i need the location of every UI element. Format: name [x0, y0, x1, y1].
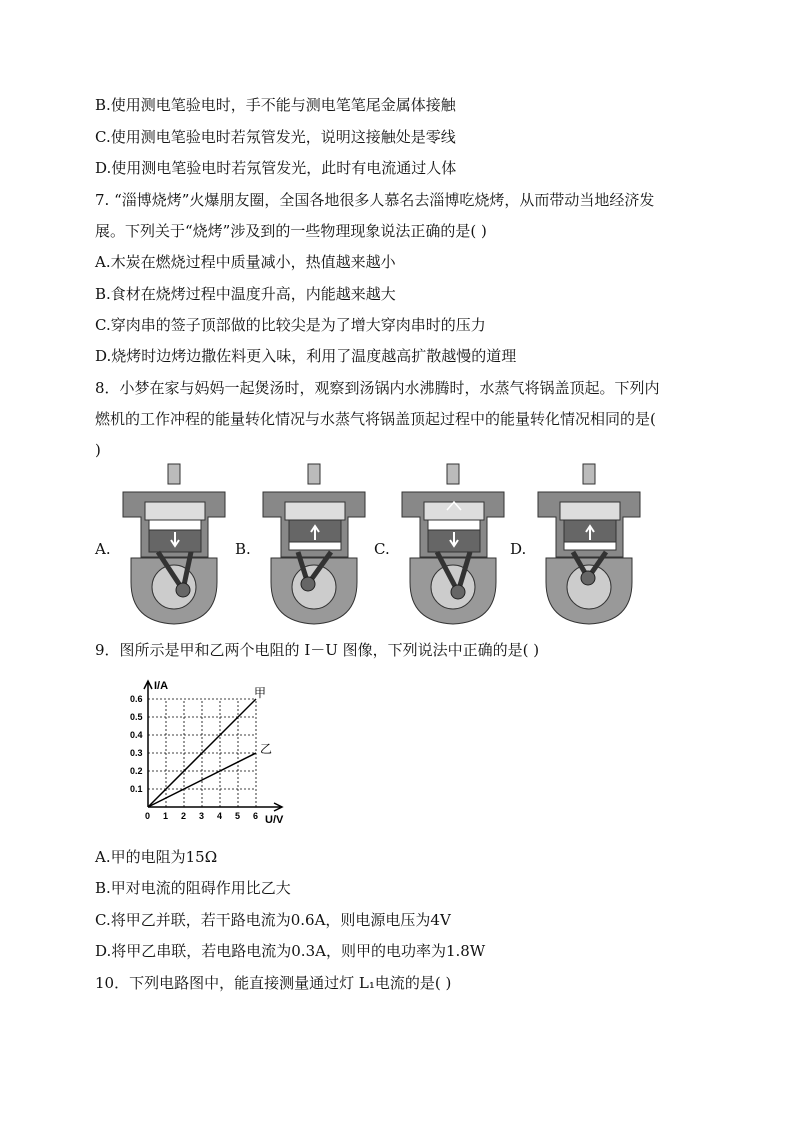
- text-line: D.烧烤时边烤边撒佐料更入味，利用了温度越高扩散越慢的道理: [95, 347, 517, 365]
- engine-option-d: [510, 462, 655, 627]
- x-tick-label: 2: [181, 811, 187, 821]
- text-line: A.木炭在燃烧过程中质量减小，热值越来越小: [95, 253, 396, 271]
- text-line: 燃机的工作冲程的能量转化情况与水蒸气将锅盖顶起过程中的能量转化情况相同的是(: [95, 410, 656, 428]
- engine-diagram: [113, 462, 238, 627]
- option-d: D.将甲乙串联，若电路电流为0.3A，则甲的电功率为1.8W: [95, 942, 486, 960]
- x-tick-label: 5: [235, 811, 241, 821]
- x-tick-label: 6: [253, 811, 259, 821]
- text-line: ): [95, 441, 101, 459]
- x-axis-label: U/V: [265, 814, 284, 826]
- option-label: C.: [374, 540, 390, 558]
- x-tick-label: 0: [145, 811, 151, 821]
- text-line: C.使用测电笔验电时若氖管发光，说明这接触处是零线: [95, 128, 456, 146]
- y-tick-label: 0.1: [130, 784, 143, 794]
- text-line: 展。下列关于“烧烤”涉及到的一些物理现象说法正确的是( ): [95, 222, 487, 240]
- y-axis-label: I/A: [154, 680, 169, 692]
- x-tick-label: 3: [199, 811, 205, 821]
- engine-option-a: [95, 462, 240, 627]
- text-line: 7. “淄博烧烤”火爆朋友圈，全国各地很多人慕名去淄博吃烧烤，从而带动当地经济发: [95, 191, 655, 209]
- option-a: A.甲的电阻为15Ω: [95, 848, 218, 866]
- iu-chart: [112, 675, 297, 830]
- x-tick-label: 4: [217, 811, 223, 821]
- engine-option-c: [374, 462, 519, 627]
- y-tick-label: 0.6: [130, 694, 143, 704]
- y-tick-label: 0.5: [130, 712, 143, 722]
- y-tick-label: 0.4: [130, 730, 143, 740]
- x-tick-label: 1: [163, 811, 169, 821]
- y-tick-label: 0.3: [130, 748, 143, 758]
- option-label: D.: [510, 540, 527, 558]
- option-label: B.: [235, 540, 251, 558]
- series-label-jia: 甲: [254, 686, 267, 700]
- option-c: C.将甲乙并联，若干路电流为0.6A，则电源电压为4V: [95, 911, 451, 929]
- engine-diagram: [253, 462, 378, 627]
- engine-diagram: [528, 462, 653, 627]
- question-9: 9．图所示是甲和乙两个电阻的 I－U 图像，下列说法中正确的是( ): [95, 641, 540, 659]
- text-line: C.穿肉串的签子顶部做的比较尖是为了增大穿肉串时的压力: [95, 316, 486, 334]
- question-10: 10．下列电路图中，能直接测量通过灯 L₁电流的是( ): [95, 974, 452, 992]
- text-line: D.使用测电笔验电时若氖管发光，此时有电流通过人体: [95, 159, 457, 177]
- option-b: B.甲对电流的阻碍作用比乙大: [95, 879, 291, 897]
- y-tick-label: 0.2: [130, 766, 143, 776]
- option-label: A.: [95, 540, 111, 558]
- text-line: 8．小梦在家与妈妈一起煲汤时，观察到汤锅内水沸腾时，水蒸气将锅盖顶起。下列内: [95, 379, 660, 397]
- text-line: B.食材在烧烤过程中温度升高，内能越来越大: [95, 285, 396, 303]
- text-line: B.使用测电笔验电时，手不能与测电笔笔尾金属体接触: [95, 96, 456, 114]
- engine-diagram: [392, 462, 517, 627]
- iu-graph: [112, 675, 297, 830]
- engine-option-b: [235, 462, 380, 627]
- series-label-yi: 乙: [260, 742, 273, 756]
